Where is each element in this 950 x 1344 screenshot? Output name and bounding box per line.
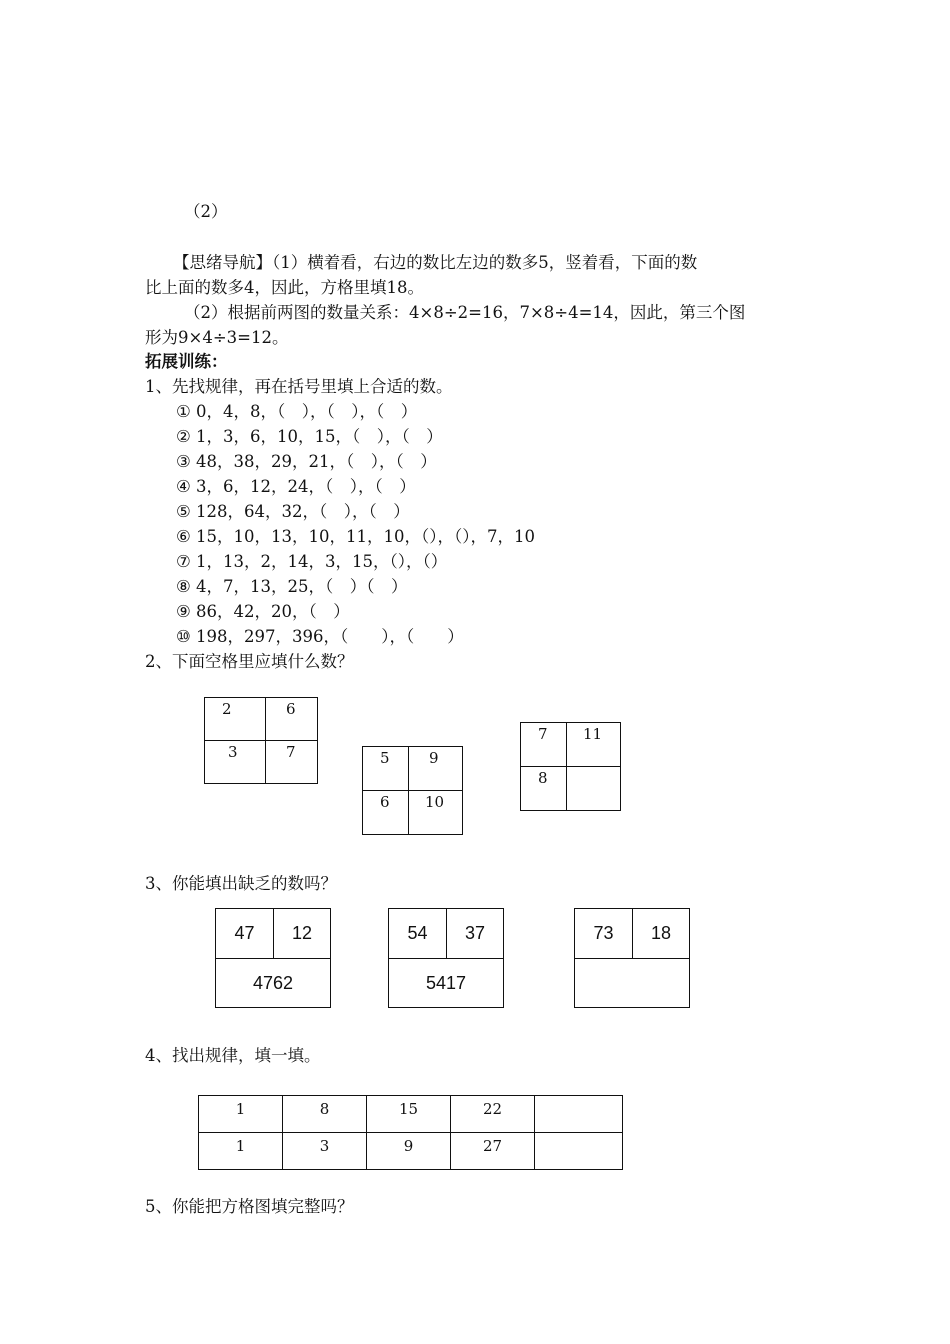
grid-cell: 6 [286, 700, 296, 718]
grid-cell: 10 [425, 793, 445, 811]
box-bottom: 5417 [389, 959, 504, 1008]
grid-cell-blank [567, 767, 620, 769]
q1-item: ⑦ 1，13，2，14，3，15，（），（） [176, 552, 448, 571]
box-bottom-blank [575, 959, 690, 1008]
guide-line-2: 比上面的数多4，因此，方格里填18。 [145, 278, 424, 297]
box-top-left: 47 [216, 909, 274, 959]
q2-grid-2 [362, 746, 463, 835]
q2-title: 2、下面空格里应填什么数？ [145, 652, 354, 671]
q3-title: 3、你能填出缺乏的数吗？ [145, 874, 337, 893]
q5-title: 5、你能把方格图填完整吗？ [145, 1197, 354, 1216]
table-cell: 1 [235, 1100, 246, 1118]
grid-cell: 9 [429, 749, 439, 767]
grid-cell: 8 [538, 769, 548, 787]
part-2-label: （2） [184, 202, 228, 221]
box-top-left: 73 [575, 909, 633, 959]
guide-line-3: （2）根据前两图的数量关系：4×8÷2=16，7×8÷4=14，因此，第三个图 [184, 303, 746, 322]
q1-item: ② 1，3，6，10，15，（ ），（ ） [176, 427, 443, 446]
table-cell-blank [535, 1133, 622, 1137]
q4-title: 4、找出规律，填一填。 [145, 1046, 321, 1065]
grid-cell: 7 [538, 725, 548, 743]
table-row [199, 1133, 623, 1170]
q1-item: ⑩ 198，297，396，（ ），（ ） [176, 627, 464, 646]
grid-cell: 11 [583, 725, 603, 743]
q1-item: ⑥ 15，10，13，10，11，10，（），（），7，10 [176, 527, 536, 546]
q1-item: ③ 48，38，29，21，（ ），（ ） [176, 452, 437, 471]
table-row [199, 1096, 623, 1133]
q3-box-1 [215, 908, 331, 1008]
q4-table [198, 1095, 623, 1170]
grid-cell: 3 [228, 743, 238, 761]
grid-cell: 2 [222, 700, 232, 718]
q1-item: ④ 3，6，12，24，（ ），（ ） [176, 477, 416, 496]
box-top-left: 54 [389, 909, 447, 959]
guide-line-1: 【思绪导航】（1）横着看，右边的数比左边的数多5，竖着看，下面的数 [173, 253, 698, 272]
grid-cell: 7 [286, 743, 296, 761]
q1-item: ⑤ 128，64，32，（ ），（ ） [176, 502, 410, 521]
guide-line-4: 形为9×4÷3=12。 [145, 328, 289, 347]
table-cell: 8 [319, 1100, 330, 1118]
table-cell-blank [535, 1096, 622, 1100]
box-top-right: 18 [633, 909, 690, 959]
table-cell: 15 [398, 1100, 419, 1118]
grid-cell: 5 [380, 749, 390, 767]
q2-grid-3 [520, 722, 621, 811]
box-top-right: 37 [447, 909, 504, 959]
table-cell: 9 [403, 1137, 414, 1155]
q3-box-3 [574, 908, 690, 1008]
box-top-right: 12 [274, 909, 331, 959]
box-bottom: 4762 [216, 959, 331, 1008]
table-cell: 22 [482, 1100, 503, 1118]
table-cell: 1 [235, 1137, 246, 1155]
q1-item: ⑧ 4，7，13，25，（ ）（ ） [176, 577, 408, 596]
table-cell: 3 [319, 1137, 330, 1155]
section-title: 拓展训练： [145, 352, 228, 371]
grid-cell: 6 [380, 793, 390, 811]
q3-box-2 [388, 908, 504, 1008]
q1-item: ⑨ 86，42，20，（ ） [176, 602, 350, 621]
q1-title: 1、先找规律，再在括号里填上合适的数。 [145, 377, 453, 396]
table-cell: 27 [482, 1137, 503, 1155]
q2-grid-1 [204, 697, 318, 784]
q1-item: ① 0，4，8，（ ），（ ），（ ） [176, 402, 418, 421]
